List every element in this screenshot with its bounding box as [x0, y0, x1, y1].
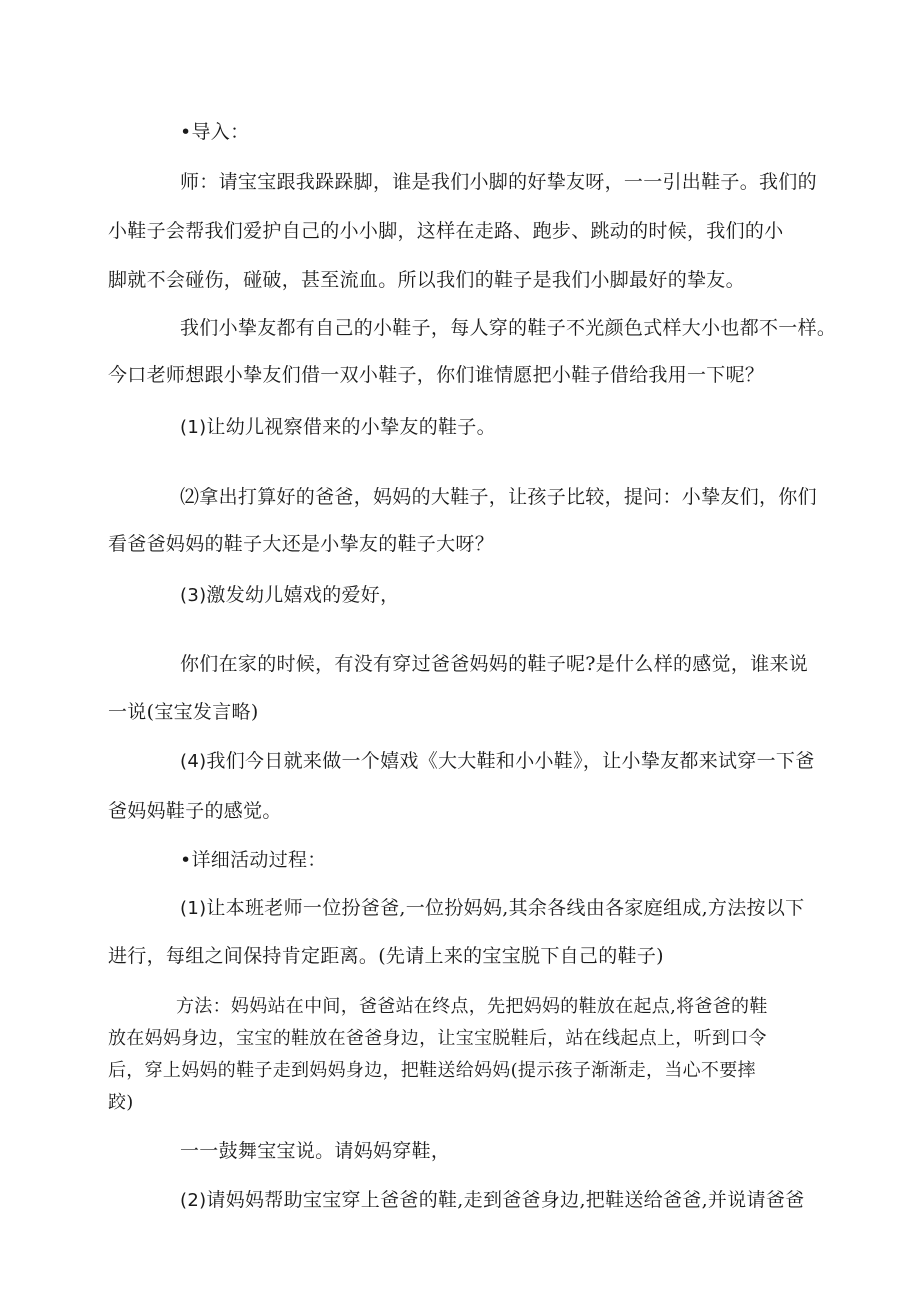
method-line: 后，穿上妈妈的鞋子走到妈妈身边，把鞋送给妈妈(提示孩子渐渐走，当心不要摔: [108, 1060, 756, 1081]
step-4: [180, 749, 815, 774]
paragraph-line: 我们小挚友都有自己的小鞋子，每人穿的鞋子不光颜色式样大小也都不一样。: [180, 317, 837, 339]
paragraph-line: 今口老师想跟小挚友们借一双小鞋子，你们谁情愿把小鞋子借给我用一下呢？: [108, 364, 765, 386]
step-text: 让本班老师一位扮爸爸,一位扮妈妈,其余各线由各家庭组成,方法按以下: [206, 897, 805, 919]
detail-step-1: [180, 896, 804, 921]
step-text: 激发幼儿嬉戏的爱好，: [206, 584, 400, 606]
method-line: 放在妈妈身边，宝宝的鞋放在爸爸身边，让宝宝脱鞋后，站在线起点上，听到口令: [108, 1028, 767, 1049]
paragraph-line: 师：请宝宝跟我跺跺脚，谁是我们小脚的好挚友呀，一一引出鞋子。我们的: [180, 171, 817, 193]
paragraph-line: 爸妈妈鞋子的感觉。: [108, 800, 282, 822]
paragraph-line: 小鞋子会帮我们爱护自己的小小脚，这样在走路、跑步、跳动的时候，我们的小: [108, 220, 784, 242]
method-line: 跤): [108, 1092, 134, 1113]
step-text: 请妈妈帮助宝宝穿上爸爸的鞋,走到爸爸身边,把鞋送给爸爸,并说请爸爸: [206, 1189, 805, 1211]
detail-step-2: [180, 1188, 804, 1213]
step-text: 我们今日就来做一个嬉戏《大大鞋和小小鞋》，让小挚友都来试穿一下爸: [206, 750, 815, 772]
paragraph-line: 一一鼓舞宝宝说。请妈妈穿鞋，: [180, 1140, 451, 1162]
step-number: (2): [180, 1190, 207, 1211]
step-number: (1): [180, 417, 207, 438]
paragraph-line: 脚就不会碰伤，碰破，甚至流血。所以我们的鞋子是我们小脚最好的挚友。: [108, 269, 745, 291]
intro-heading: •导入：: [180, 121, 250, 143]
paragraph-line: 一说(宝宝发言略): [108, 701, 259, 723]
step-number: (1): [180, 898, 207, 919]
step-number: (3): [180, 585, 207, 606]
step-3: [180, 583, 399, 608]
step-1: [180, 415, 496, 440]
step-text: 让幼儿视察借来的小挚友的鞋子。: [206, 416, 496, 438]
paragraph-line: 你们在家的时候，有没有穿过爸爸妈妈的鞋子呢?是什么样的感觉，谁来说: [180, 653, 809, 675]
method-line: 方法：妈妈站在中间，爸爸站在终点，先把妈妈的鞋放在起点,将爸爸的鞋: [176, 996, 768, 1017]
detail-heading: •详细活动过程：: [180, 849, 327, 871]
paragraph-line: 看爸爸妈妈的鞋子大还是小挚友的鞋子大呀？: [108, 533, 495, 555]
paragraph-line: ⑵拿出打算好的爸爸，妈妈的大鞋子，让孩子比较，提问：小挚友们，你们: [180, 486, 817, 508]
step-number: (4): [180, 751, 207, 772]
paragraph-line: 进行，每组之间保持肯定距离。(先请上来的宝宝脱下自己的鞋子): [108, 945, 664, 967]
